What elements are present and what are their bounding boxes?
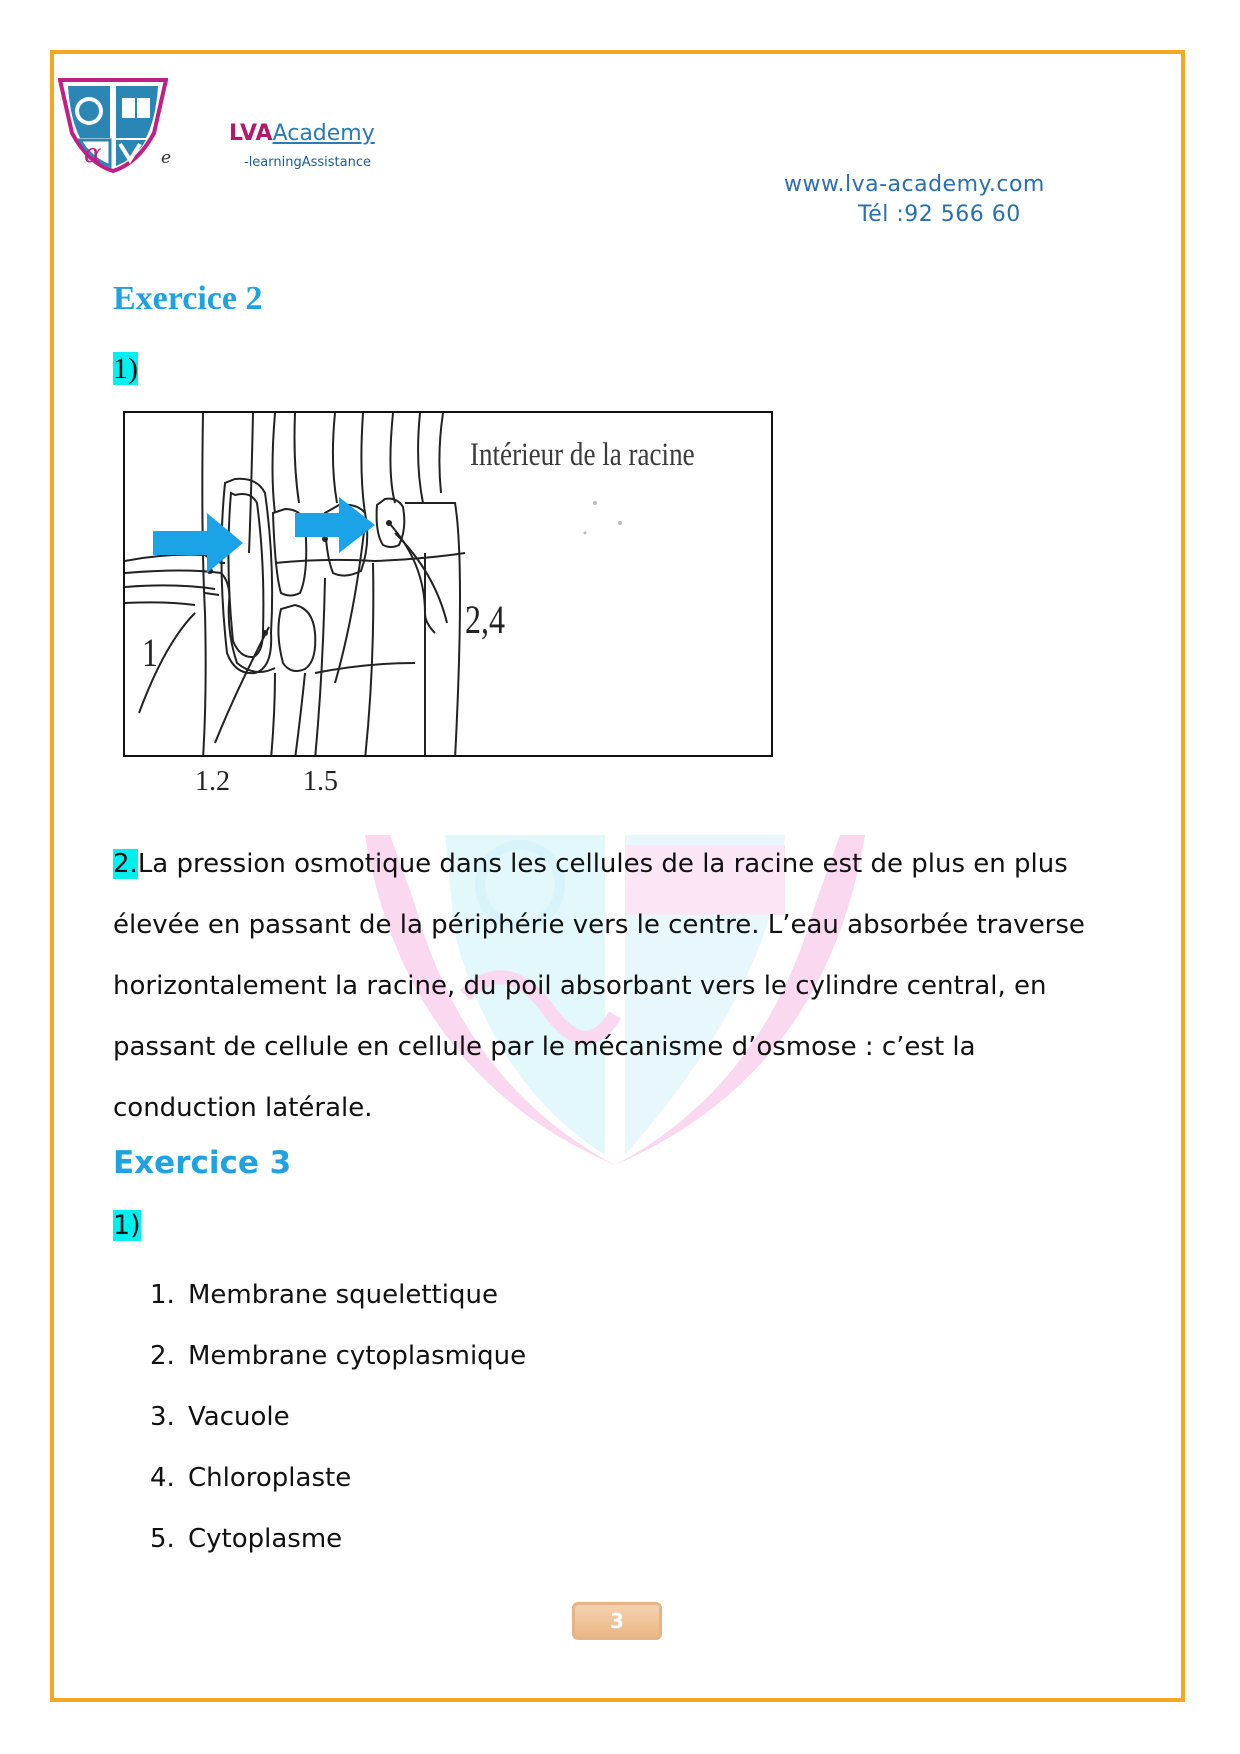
svg-text:α: α [84,139,102,169]
brand-lva: LVA [229,121,273,146]
figure-label-1: 1 [142,630,158,675]
figure-caption-1-2: 1.2 [195,766,230,797]
phone-number: Tél :92 566 60 [858,202,1021,227]
figure-caption-1-5: 1.5 [303,766,338,797]
answer-line: conduction latérale. [113,1093,373,1123]
exercise3-title: Exercice 3 [113,1145,292,1181]
figure-label-2-4: 2,4 [465,597,505,642]
exercise2-answer-2 [113,834,1133,1139]
exercise2-title: Exercice 2 [113,280,263,317]
list-item: 4. Chloroplaste [150,1463,352,1493]
logo-letter: e [161,148,172,168]
website-link[interactable]: www.lva-academy.com [784,172,1045,197]
root-diagram [123,411,773,757]
cell-parts-list [150,1265,526,1570]
answer-line: élevée en passant de la périphérie vers le centre. L’eau absorbée traverse [113,910,1085,940]
exercise3-q1-label: 1) [113,1210,141,1241]
brand-title [229,121,375,146]
brand-subtitle: -learningAssistance [244,155,371,170]
lva-logo [58,78,168,173]
page-number: 3 [572,1602,662,1640]
list-item: 3. Vacuole [150,1402,290,1432]
answer-line: passant de cellule en cellule par le mécanisme d’osmose : c’est la [113,1032,976,1062]
list-item: 1. Membrane squelettique [150,1280,498,1310]
answer-line: 2.La pression osmotique dans les cellules de la racine est de plus en plus [113,849,1068,879]
list-item: 5. Cytoplasme [150,1524,343,1554]
list-item: 2. Membrane cytoplasmique [150,1341,527,1371]
exercise2-q1-label: 1) [113,352,138,385]
brand-academy: Academy [272,121,375,146]
answer-line: horizontalement la racine, du poil absorbant vers le cylindre central, en [113,971,1047,1001]
question-2-number: 2. [113,849,138,879]
figure-title: Intérieur de la racine [470,437,695,473]
